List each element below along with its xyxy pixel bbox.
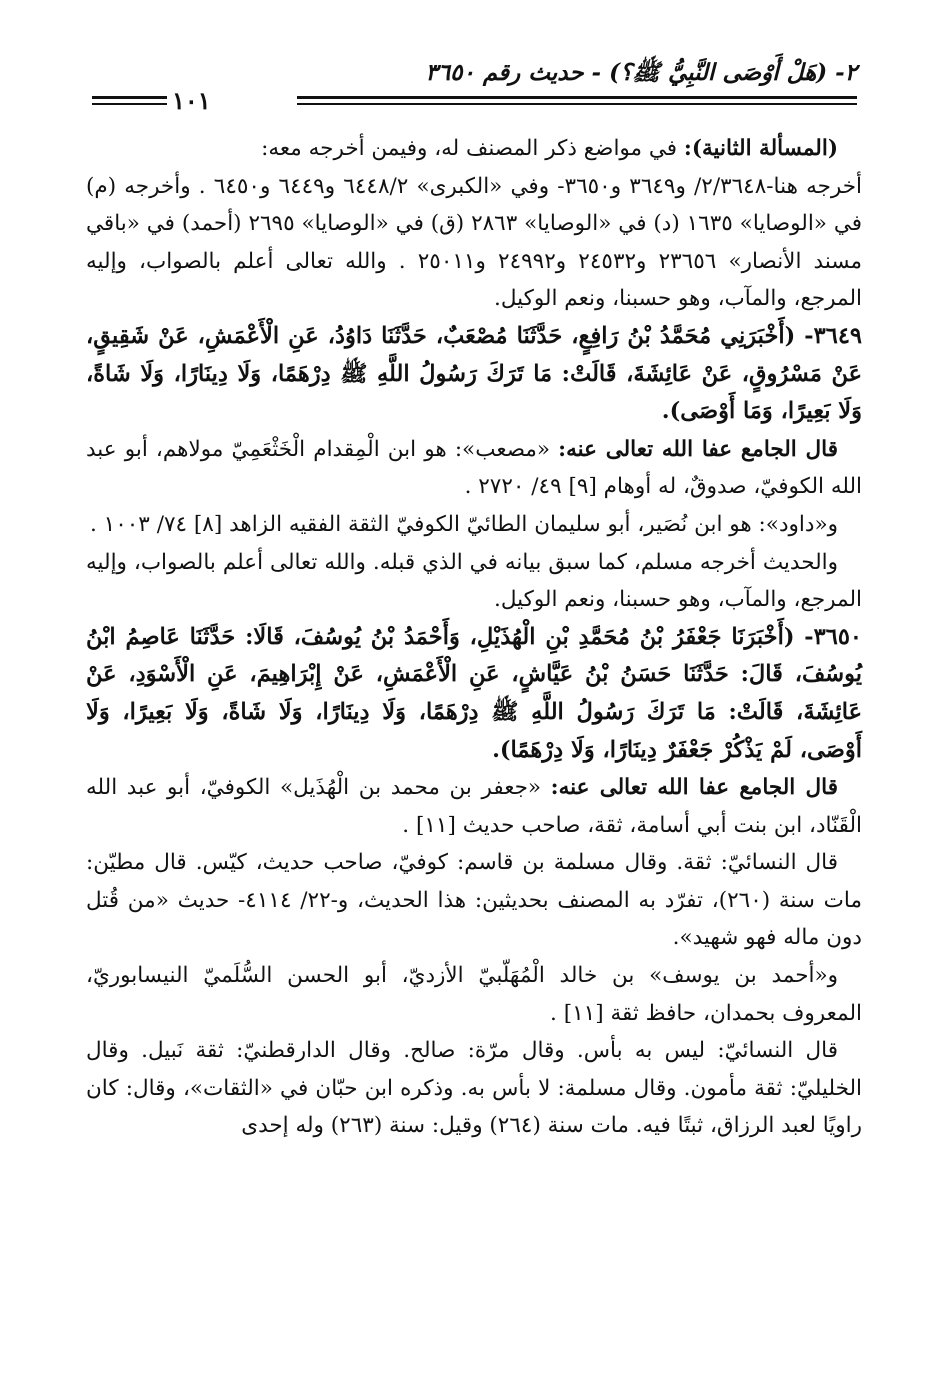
paragraph-text: قال النسائيّ: ثقة. وقال مسلمة بن قاسم: كوفيّ، صاحب حديث، كيّس. قال مطيّن: مات سنة (٢٦٠)، تفرّد به المصنف بحديثين: هذا الحديث، و-٢٢/ ٤١١٤- حديث «من قُتل دون ماله فهو شهيد». — [86, 850, 862, 951]
paragraph — [86, 506, 862, 544]
paragraph-text: و«أحمد بن يوسف» بن خالد الْمُهَلّبيّ الأزديّ، أبو الحسن السُّلَميّ النيسابوريّ، المعروف بحمدان، حافظ ثقة [١١] . — [86, 963, 862, 1026]
paragraph-text: قال النسائيّ: ليس به بأس. وقال مرّة: صالح. وقال الدارقطنيّ: ثقة نَبيل. وقال الخليليّ: ثقة مأمون. وقال مسلمة: لا بأس به. وذكره ابن حبّان في «الثقات»، وقال: كان راويًا لعبد الرزاق، ثبتًا فيه. مات سنة (٢٦٤) وقيل: سنة (٢٦٣) وله إحدى — [86, 1038, 862, 1139]
running-title: ٢- (هَلْ أَوْصَى النَّبِيُّ ﷺ؟) - حديث رقم ٣٦٥٠ — [425, 59, 857, 86]
paragraph — [86, 844, 862, 957]
paragraph — [86, 769, 862, 844]
paragraph-heading: قال الجامع عفا الله تعالى عنه: — [558, 436, 838, 462]
hadith-text: ٣٦٤٩- (أَخْبَرَنِي مُحَمَّدُ بْنُ رَافِعٍ، حَدَّثَنَا مُصْعَبٌ، حَدَّثَنَا دَاوُدُ، عَنِ الْأَعْمَشِ، عَنْ شَقِيقٍ، عَنْ مَسْرُوقٍ، عَنْ عَائِشَةَ، قَالَتْ: مَا تَرَكَ رَسُولُ اللَّهِ ﷺ دِرْهَمًا، وَلَا دِينَارًا، وَلَا شَاةً، وَلَا بَعِيرًا، وَمَا أَوْصَى). — [86, 322, 862, 425]
page-body — [86, 130, 862, 1145]
paragraph-heading: قال الجامع عفا الله تعالى عنه: — [550, 775, 838, 801]
paragraph — [86, 130, 862, 168]
paragraph-text: في مواضع ذكر المصنف له، وفيمن أخرجه معه: — [261, 136, 684, 161]
paragraph-text: أخرجه هنا-٢/٣٦٤٨/ و٣٦٤٩ و٣٦٥٠- وفي «الكبرى» ٦٤٤٨/٢ و٦٤٤٩ و٦٤٥٠ . وأخرجه (م) في «الوصايا» ١٦٣٥ (د) في «الوصايا» ٢٨٦٣ (ق) في «الوصايا» ٢٦٩٥ (أحمد) في «باقي مسند الأنصار» ٢٣٦٥٦ و٢٤٥٣٢ و٢٤٩٩٢ و٢٥٠١١ . والله تعالى أعلم بالصواب، وإليه المرجع، والمآب، وهو حسبنا، ونعم الوكيل. — [86, 173, 863, 312]
hadith-paragraph — [86, 318, 862, 431]
hadith-text: ٣٦٥٠- (أَخْبَرَنَا جَعْفَرُ بْنُ مُحَمَّدِ بْنِ الْهُذَيْلِ، وَأَحْمَدُ بْنُ يُوسُفَ، قَالَا: حَدَّثَنَا عَاصِمُ ابْنُ يُوسُفَ، قَالَ: حَدَّثَنَا حَسَنُ بْنُ عَيَّاشٍ، عَنِ الْأَعْمَشِ، عَنْ إِبْرَاهِيمَ، عَنِ الْأَسْوَدِ، عَنْ عَائِشَةَ، قَالَتْ: مَا تَرَكَ رَسُولُ اللَّهِ ﷺ دِرْهَمًا، وَلَا دِينَارًا، وَلَا شَاةً، وَلَا بَعِيرًا، وَلَا أَوْصَى، لَمْ يَذْكُرْ جَعْفَرٌ دِينَارًا، وَلَا دِرْهَمًا). — [86, 623, 862, 763]
paragraph-text: «جعفر بن محمد بن الْهُذَيل» الكوفيّ، أبو عبد الله الْقَنّاد، ابن بنت أبي أسامة، ثقة، صاحب حديث [١١] . — [86, 775, 862, 838]
paragraph — [86, 168, 862, 318]
paragraph — [86, 957, 862, 1032]
paragraph-heading: (المسألة الثانية): — [683, 136, 838, 161]
paragraph-text: والحديث أخرجه مسلم، كما سبق بيانه في الذي قبله. والله تعالى أعلم بالصواب، وإليه المرجع، والمآب، وهو حسبنا، ونعم الوكيل. — [86, 549, 862, 613]
header-rule — [297, 96, 857, 105]
hadith-paragraph — [86, 619, 862, 769]
paragraph-text: «مصعب»: هو ابن الْمِقدام الْخَثْعَمِيّ مولاهم، أبو عبد الله الكوفيّ، صدوقٌ، له أوهام [٩] ٤٩/ ٢٧٢٠ . — [86, 436, 862, 500]
page-header — [92, 58, 857, 118]
paragraph — [86, 431, 862, 506]
page-number: ١٠١ — [172, 86, 211, 115]
paragraph-text: و«داود»: هو ابن نُصَير، أبو سليمان الطائيّ الكوفيّ الثقة الفقيه الزاهد [٨] ٧٤/ ١٠٠٣ . — [89, 511, 838, 537]
paragraph — [86, 544, 862, 619]
header-rule-left — [92, 96, 167, 105]
paragraph — [86, 1032, 862, 1145]
